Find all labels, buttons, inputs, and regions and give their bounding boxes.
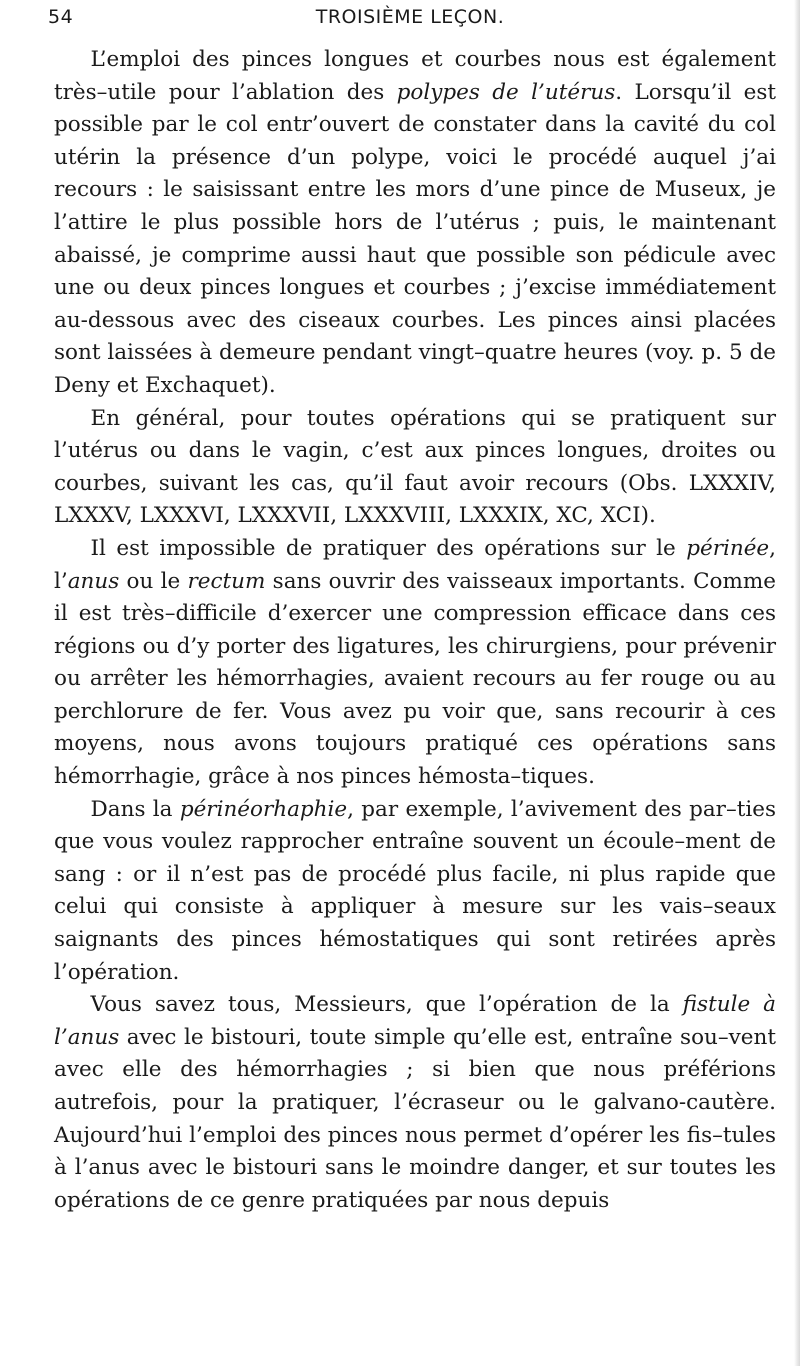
italic-term: périnéorhaphie: [179, 796, 348, 822]
italic-term: anus: [67, 568, 120, 594]
paragraph: [54, 403, 776, 533]
text-segment: ou le: [119, 568, 188, 594]
italic-term: fistule à l’anus: [54, 992, 776, 1050]
italic-term: rectum: [187, 568, 266, 594]
paragraph: [54, 533, 776, 794]
text-segment: sans ouvrir des vaisseaux importants. Comme il est très–difficile d’exercer une compression efficace dans ces régions ou d’y porter des ligatures, les chirurgiens, pour prévenir ou arrêter les hémorrhagies, avaient recours au fer rouge ou au perchlorure de fer. Vous avez pu voir que, sans recourir à ces moyens, nous avons toujours pratiqué ces opérations sans hémorrhagie, grâce à nos pinces hémosta–tiques.: [54, 568, 776, 790]
text-segment: L’emploi des pinces longues et courbes nous est également très–utile pour l’ablation des: [54, 47, 776, 105]
text-segment: , l’: [54, 535, 776, 594]
italic-term: périnée: [686, 535, 770, 561]
text-segment: Vous savez tous, Messieurs, que l’opération de la: [90, 992, 683, 1018]
running-title: TROISIÈME LEÇON.: [315, 6, 505, 28]
text-segment: , par exemple, l’avivement des par–ties que vous voulez rapprocher entraîne souvent un écoule–ment de sang : or il n’est pas de procédé plus facile, ni plus rapide que celui qui consiste à appliquer à mesure sur les vais–seaux saignants des pinces hémostatiques qui sont retirées après l’opération.: [54, 796, 776, 985]
page-header: [48, 6, 772, 34]
page-number: 54: [48, 6, 74, 28]
paragraph: [54, 44, 776, 403]
text-segment: Il est impossible de pratiquer des opérations sur le: [90, 535, 687, 561]
text-segment: Dans la: [90, 796, 180, 822]
page-body: [54, 44, 776, 1217]
italic-term: polypes de l’utérus: [396, 79, 616, 105]
paragraph: [54, 794, 776, 990]
page-edge-shadow: [794, 0, 800, 1366]
text-segment: avec le bistouri, toute simple qu’elle est, entraîne sou–vent avec elle des hémorrhagies ; si bien que nous préférions autrefois, pour la pratiquer, l’écraseur ou le galvano-cautère. Aujourd’hui l’emploi des pinces nous permet d’opérer les fis–tules à l’anus avec le bistouri sans le moindre danger, et sur toutes les opérations de ce genre pratiquées par nous depuis: [54, 1024, 776, 1213]
paragraph: [54, 989, 776, 1217]
text-segment: . Lorsqu’il est possible par le col entr’ouvert de constater dans la cavité du col utérin la présence d’un polype, voici le procédé auquel j’ai recours : le saisissant entre les mors d’une pince de Museux, je l’attire le plus possible hors de l’utérus ; puis, le maintenant abaissé, je comprime aussi haut que possible son pédicule avec une ou deux pinces longues et courbes ; j’excise immédiatement au-dessous avec des ciseaux courbes. Les pinces ainsi placées sont laissées à demeure pendant vingt–quatre heures (voy. p. 5 de Deny et Exchaquet).: [54, 79, 776, 398]
text-segment: En général, pour toutes opérations qui se pratiquent sur l’utérus ou dans le vagin, c’est aux pinces longues, droites ou courbes, suivant les cas, qu’il faut avoir recours (Obs. LXXXIV, LXXXV, LXXXVI, LXXXVII, LXXXVIII, LXXXIX, XC, XCI).: [54, 405, 776, 529]
